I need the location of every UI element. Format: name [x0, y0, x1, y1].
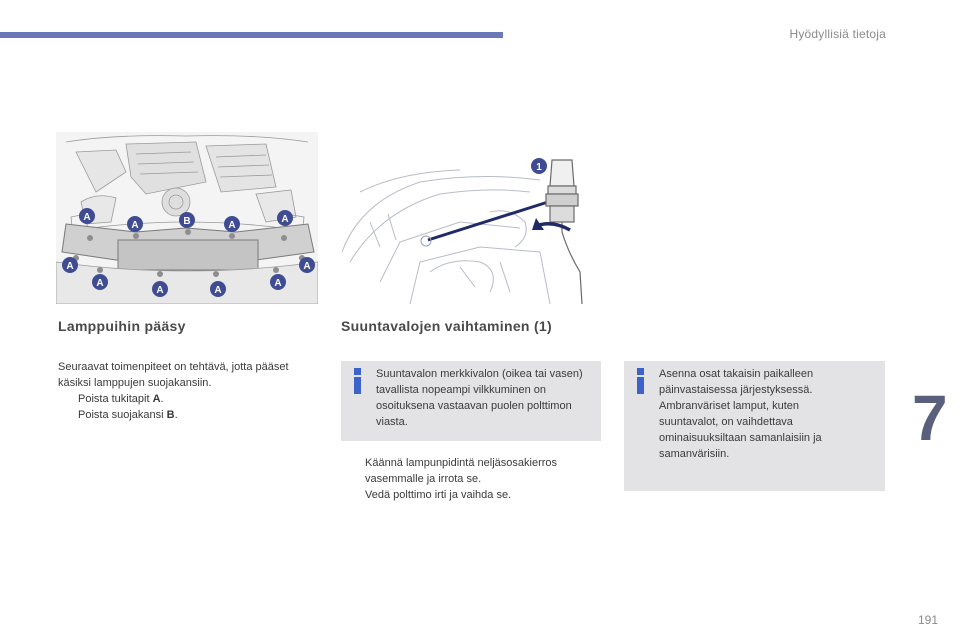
callout-a-4: [277, 210, 293, 226]
list-item: Vedä polttimo irti ja vaihda se.: [365, 489, 512, 501]
page-number: 191: [917, 613, 938, 627]
info-box-reassembly: [624, 361, 885, 491]
chapter-number: 7: [912, 382, 948, 454]
header-accent-bar: [0, 32, 503, 38]
callout-a-10: [299, 257, 315, 273]
callout-a-2: [127, 216, 143, 232]
svg-text:A: A: [228, 220, 236, 231]
svg-text:A: A: [156, 285, 164, 296]
turn-signal-steps: [341, 455, 601, 503]
engine-bay-illustration: [56, 132, 318, 304]
svg-text:A: A: [303, 261, 311, 272]
callout-a-3: [224, 216, 240, 232]
info-icon: [352, 368, 362, 394]
callout-a-9: [270, 274, 286, 290]
chapter-tab: [908, 372, 960, 464]
list-item: Käännä lampunpidintä neljäsosakierros vasemmalle ja irrota se.: [365, 457, 558, 485]
section-title: Hyödyllisiä tietoja: [789, 27, 886, 41]
turn-signal-heading: Suuntavalojen vaihtaminen (1): [341, 318, 552, 334]
info-text: Asenna osat takaisin paikalleen päinvastaisessa järjestyksessä. Ambranväriset lamput, kuten suuntavalot, on vaihdettava ominaisuuksiltaan samanlaisiin ja samanvärisiin.: [659, 368, 822, 460]
lamp-access-heading: Lamppuihin pääsy: [58, 318, 186, 334]
svg-text:A: A: [214, 285, 222, 296]
list-item: Poista tukitapit A.: [78, 393, 164, 405]
lamp-access-intro: Seuraavat toimenpiteet on tehtävä, jotta pääset käsiksi lamppujen suojakansiin.: [58, 361, 289, 389]
turn-signal-lamp-illustration: [340, 152, 588, 304]
callout-b: [179, 212, 195, 228]
svg-text:A: A: [281, 214, 289, 225]
callout-1: [531, 158, 547, 174]
svg-text:A: A: [96, 278, 104, 289]
callout-a-1: [79, 208, 95, 224]
list-item: Poista suojakansi B.: [78, 409, 178, 421]
svg-text:B: B: [183, 216, 191, 227]
svg-text:1: 1: [536, 162, 542, 173]
svg-text:A: A: [131, 220, 139, 231]
lamp-access-section: [58, 359, 323, 423]
svg-text:A: A: [66, 261, 74, 272]
callout-a-5: [62, 257, 78, 273]
svg-text:A: A: [83, 212, 91, 223]
svg-text:A: A: [274, 278, 282, 289]
callout-a-6: [92, 274, 108, 290]
info-box-warning: [341, 361, 601, 441]
info-icon: [635, 368, 645, 394]
callout-a-8: [210, 281, 226, 297]
callout-a-7: [152, 281, 168, 297]
info-text: Suuntavalon merkkivalon (oikea tai vasen) tavallista nopeampi vilkkuminen on osoituksena vastaavan puolen polttimon viasta.: [376, 368, 583, 428]
